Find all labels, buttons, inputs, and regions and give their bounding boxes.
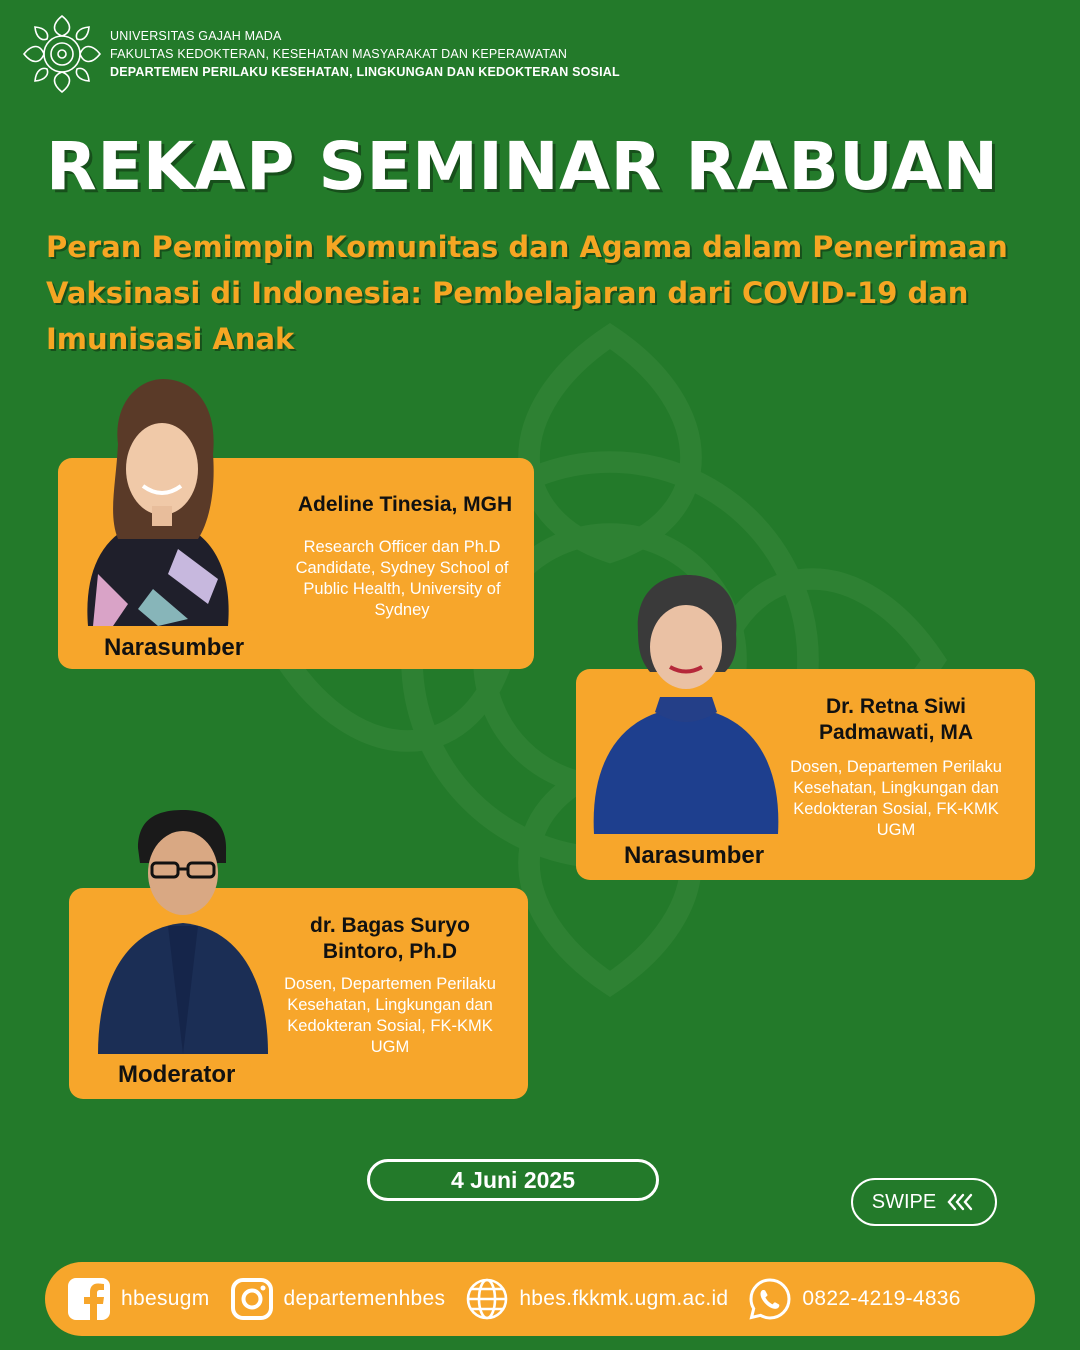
institution-university: UNIVERSITAS GAJAH MADA (110, 29, 282, 43)
speaker-role-1: Narasumber (70, 630, 260, 666)
speaker-photo-1 (58, 374, 258, 626)
speaker-description-3: Dosen, Departemen Perilaku Kesehatan, Lingkungan dan Kedokteran Sosial, FK-KMK UGM (284, 975, 496, 1056)
swipe-button[interactable] (851, 1178, 997, 1226)
speaker-name-3: dr. Bagas Suryo Bintoro, Ph.D (310, 914, 470, 963)
swipe-label: SWIPE (871, 1190, 937, 1213)
instagram-icon (230, 1277, 274, 1321)
contact-footer (45, 1262, 1035, 1336)
website-link[interactable] (465, 1277, 728, 1321)
seminar-subtitle: Peran Pemimpin Komunitas dan Agama dalam Penerimaan Vaksinasi di Indonesia: Pembelajaran dari COVID-19 dan Imunisasi Anak (46, 230, 1008, 356)
chevrons-left-icon (946, 1192, 976, 1212)
institution-header (20, 12, 620, 96)
whatsapp-icon (748, 1277, 792, 1321)
phone-number: 0822-4219-4836 (802, 1287, 961, 1310)
institution-department: DEPARTEMEN PERILAKU KESEHATAN, LINGKUNGAN DAN KEDOKTERAN SOSIAL (110, 65, 620, 79)
instagram-handle: departemenhbes (283, 1287, 446, 1310)
phone-link[interactable] (748, 1277, 960, 1321)
event-date: 4 Juni 2025 (367, 1159, 659, 1201)
instagram-link[interactable] (230, 1277, 446, 1321)
website-url: hbes.fkkmk.ugm.ac.id (519, 1287, 729, 1310)
institution-faculty: FAKULTAS KEDOKTERAN, KESEHATAN MASYARAKAT DAN KEPERAWATAN (110, 47, 568, 61)
facebook-link[interactable] (67, 1277, 210, 1321)
speaker-name-1: Adeline Tinesia, MGH (297, 493, 513, 516)
page-title: REKAP SEMINAR RABUAN (46, 128, 999, 205)
facebook-handle: hbesugm (121, 1287, 210, 1310)
speaker-role-2: Narasumber (590, 838, 780, 874)
speaker-photo-2 (590, 572, 782, 834)
facebook-icon (67, 1277, 111, 1321)
speaker-name-2: Dr. Retna Siwi Padmawati, MA (818, 695, 974, 744)
speaker-photo-3 (98, 808, 268, 1054)
ugm-logo-icon (20, 12, 104, 96)
speaker-description-1: Research Officer dan Ph.D Candidate, Sydney School of Public Health, University of Sydney (295, 538, 509, 619)
globe-icon (465, 1277, 509, 1321)
speaker-description-2: Dosen, Departemen Perilaku Kesehatan, Lingkungan dan Kedokteran Sosial, FK-KMK UGM (790, 758, 1002, 839)
speaker-role-3: Moderator (84, 1057, 251, 1093)
